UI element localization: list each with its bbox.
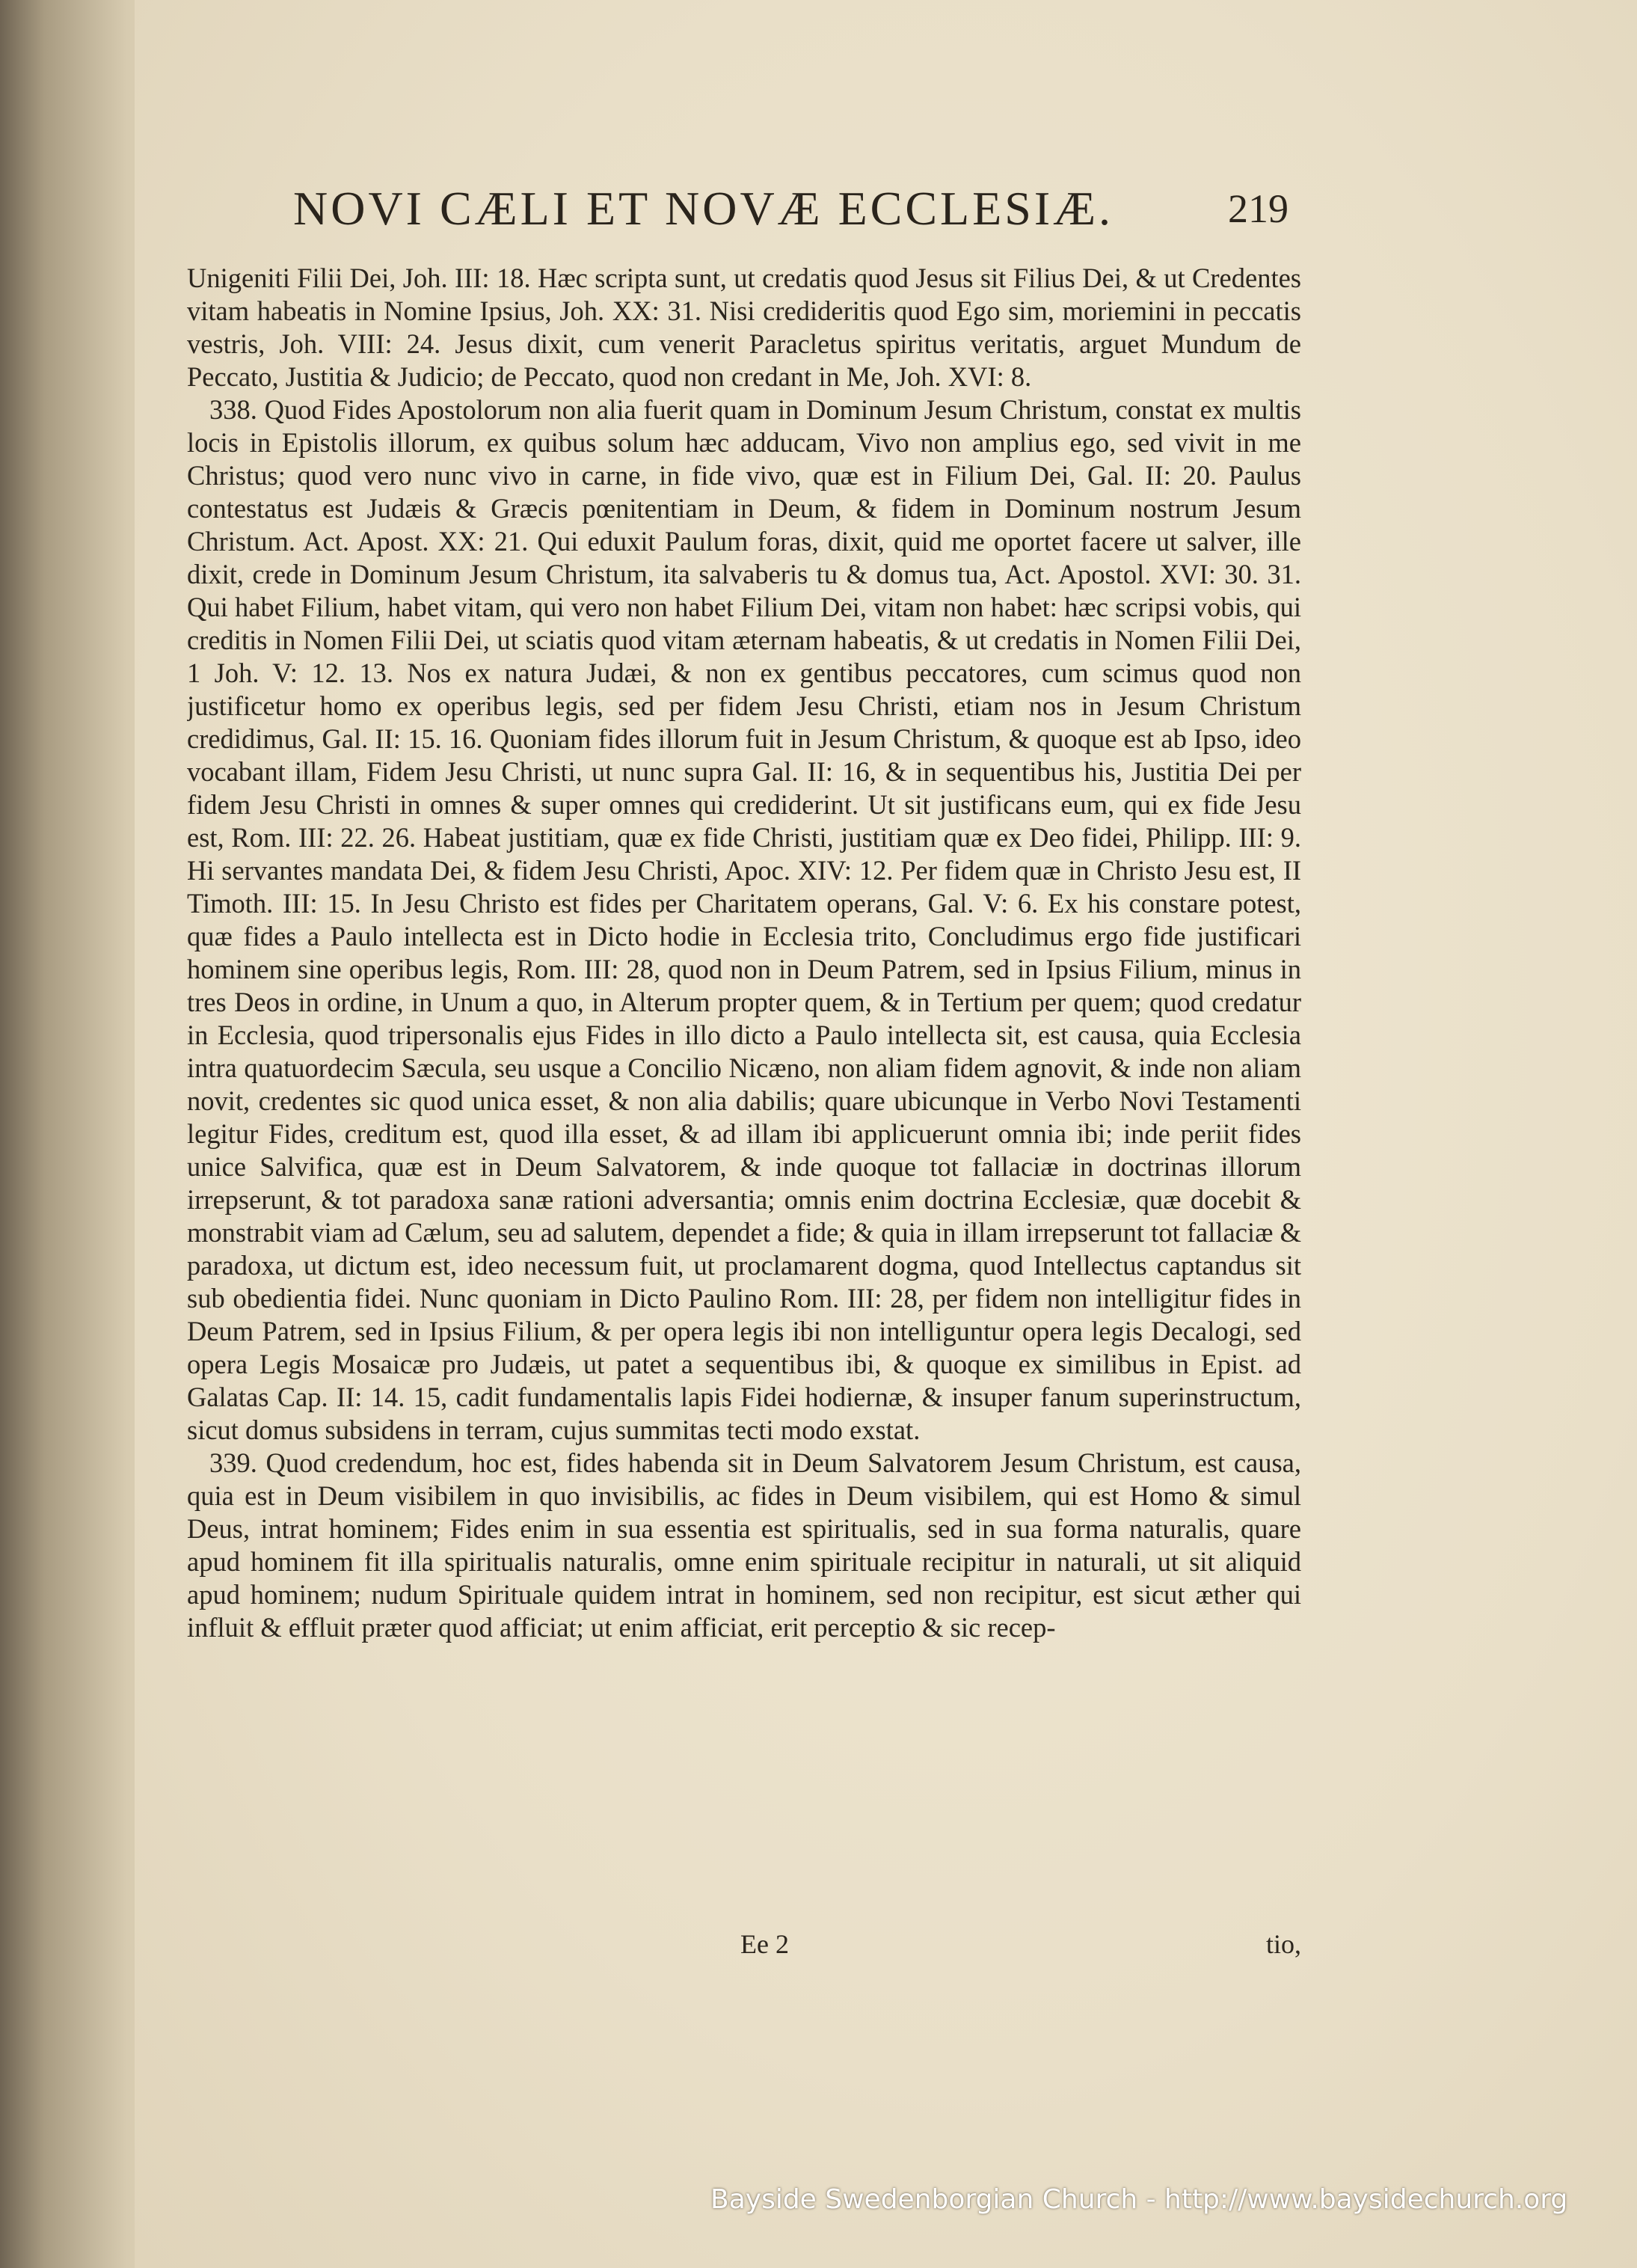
body-text	[187, 262, 1301, 1945]
catchword: tio,	[1265, 1929, 1301, 1959]
page-number: 219	[1228, 186, 1289, 231]
watermark-link: Bayside Swedenborgian Church - http://www.baysidechurch.org	[710, 2184, 1568, 2215]
page-footer	[187, 1928, 1301, 1966]
signature-mark: Ee 2	[740, 1929, 789, 1959]
running-title: NOVI CÆLI ET NOVÆ ECCLESIÆ.	[293, 182, 1114, 235]
paragraph-339: 339. Quod credendum, hoc est, fides habenda sit in Deum Salvatorem Jesum Christum, est causa, quia est in Deum visibilem in quo invisibilis, ac fides in Deum visibilem, qui est Homo & simul Deus, intrat hominem; Fides enim in sua essentia est spiritualis, sed in sua forma naturalis, quare apud hominem fit illa spiritualis naturalis, omne enim spirituale recipitur in naturali, ut sit aliquid apud hominem; nudum Spirituale quidem intrat in hominem, sed non recipitur, est sicut æther qui influit & effluit præter quod afficiat; ut enim afficiat, erit perceptio & sic recep-	[187, 1447, 1301, 1643]
paragraph-338: 338. Quod Fides Apostolorum non alia fuerit quam in Dominum Jesum Christum, constat ex multis locis in Epistolis illorum, ex quibus solum hæc adducam, Vivo non amplius ego, sed vivit in me Christus; quod vero nunc vivo in carne, in fide vivo, quæ est in Filium Dei, Gal. II: 20. Paulus contestatus est Judæis & Græcis pœnitentiam in Deum, & fidem in Dominum nostrum Jesum Christum. Act. Apost. XX: 21. Qui eduxit Paulum foras, dixit, quid me oportet facere ut salver, ille dixit, crede in Dominum Jesum Christum, ita salvaberis tu & domus tua, Act. Apostol. XVI: 30. 31. Qui habet Filium, habet vitam, qui vero non habet Filium Dei, vitam non habet: hæc scripsi vobis, qui creditis in Nomen Filii Dei, ut sciatis quod vitam æternam habeatis, & ut credatis in Nomen Filii Dei, 1 Joh. V: 12. 13. Nos ex natura Judæi, & non ex gentibus peccatores, cum scimus quod non justificetur homo ex operibus legis, sed per fidem Jesu Christi, etiam nos in Jesum Christum credidimus, Gal. II: 15. 16. Quoniam fides illorum fuit in Jesum Christum, & quoque est ab Ipso, ideo vocabant illam, Fidem Jesu Christi, ut nunc supra Gal. II: 16, & in sequentibus his, Justitia Dei per fidem Jesu Christi in omnes & super omnes qui crediderint. Ut sit justificans eum, qui ex fide Jesu est, Rom. III: 22. 26. Habeat justitiam, quæ ex fide Christi, justitiam quæ ex Deo fidei, Philipp. III: 9. Hi servantes mandata Dei, & fidem Jesu Christi, Apoc. XIV: 12. Per fidem quæ in Christo Jesu est, II Timoth. III: 15. In Jesu Christo est fides per Charitatem operans, Gal. V: 6. Ex his constare potest, quæ fides a Paulo intellecta est in Dicto hodie in Ecclesia trito, Concludimus ergo fide justificari hominem sine operibus legis, Rom. III: 28, quod non in Deum Patrem, sed in Ipsius Filium, minus in tres Deos in ordine, in Unum a quo, in Alterum propter quem, & in Tertium per quem; quod credatur in Ecclesia, quod tripersonalis ejus Fides in illo dicto a Paulo intellecta sit, est causa, quia Ecclesia intra quatuordecim Sæcula, seu usque a Concilio Nicæno, non aliam fidem agnovit, & inde non aliam novit, credentes sic quod unica esset, & non alia dabilis; quare ubicunque in Verbo Novi Testamenti legitur Fides, creditum est, quod illa esset, & ad illam ibi applicuerunt omnia ibi; inde periit fides unice Salvifica, quæ est in Deum Salvatorem, & inde quoque tot fallaciæ in doctrinas illorum irrepserunt, & tot paradoxa sanæ rationi adversantia; omnis enim doctrina Ecclesiæ, quæ docebit & monstrabit viam ad Cælum, seu ad salutem, dependet a fide; & quia in illam irrepserunt tot fallaciæ & paradoxa, ut dictum est, ideo necessum fuit, ut proclamarent dogma, quod Intellectus captandus sit sub obedientia fidei. Nunc quoniam in Dicto Paulino Rom. III: 28, per fidem non intelligitur fides in Deum Patrem, sed in Ipsius Filium, & per opera legis ibi non intelliguntur opera legis Decalogi, sed opera Legis Mosaicæ pro Judæis, ut patet a sequentibus ibi, & quoque ex similibus in Epist. ad Galatas Cap. II: 14. 15, cadit fundamentalis lapis Fidei hodiernæ, & insuper fanum superinstructum, sicut domus subsidens in terram, cujus summitas tecti modo exstat.	[187, 394, 1301, 1445]
page-header	[293, 181, 1325, 241]
paragraph-continuation: Unigeniti Filii Dei, Joh. III: 18. Hæc scripta sunt, ut credatis quod Jesus sit Filius Dei, & ut Credentes vitam habeatis in Nomine Ipsius, Joh. XX: 31. Nisi credideritis quod Ego sim, moriemini in peccatis vestris, Joh. VIII: 24. Jesus dixit, cum venerit Paracletus spiritus veritatis, arguet Mundum de Peccato, Justitia & Judicio; de Peccato, quod non credant in Me, Joh. XVI: 8.	[187, 263, 1301, 392]
